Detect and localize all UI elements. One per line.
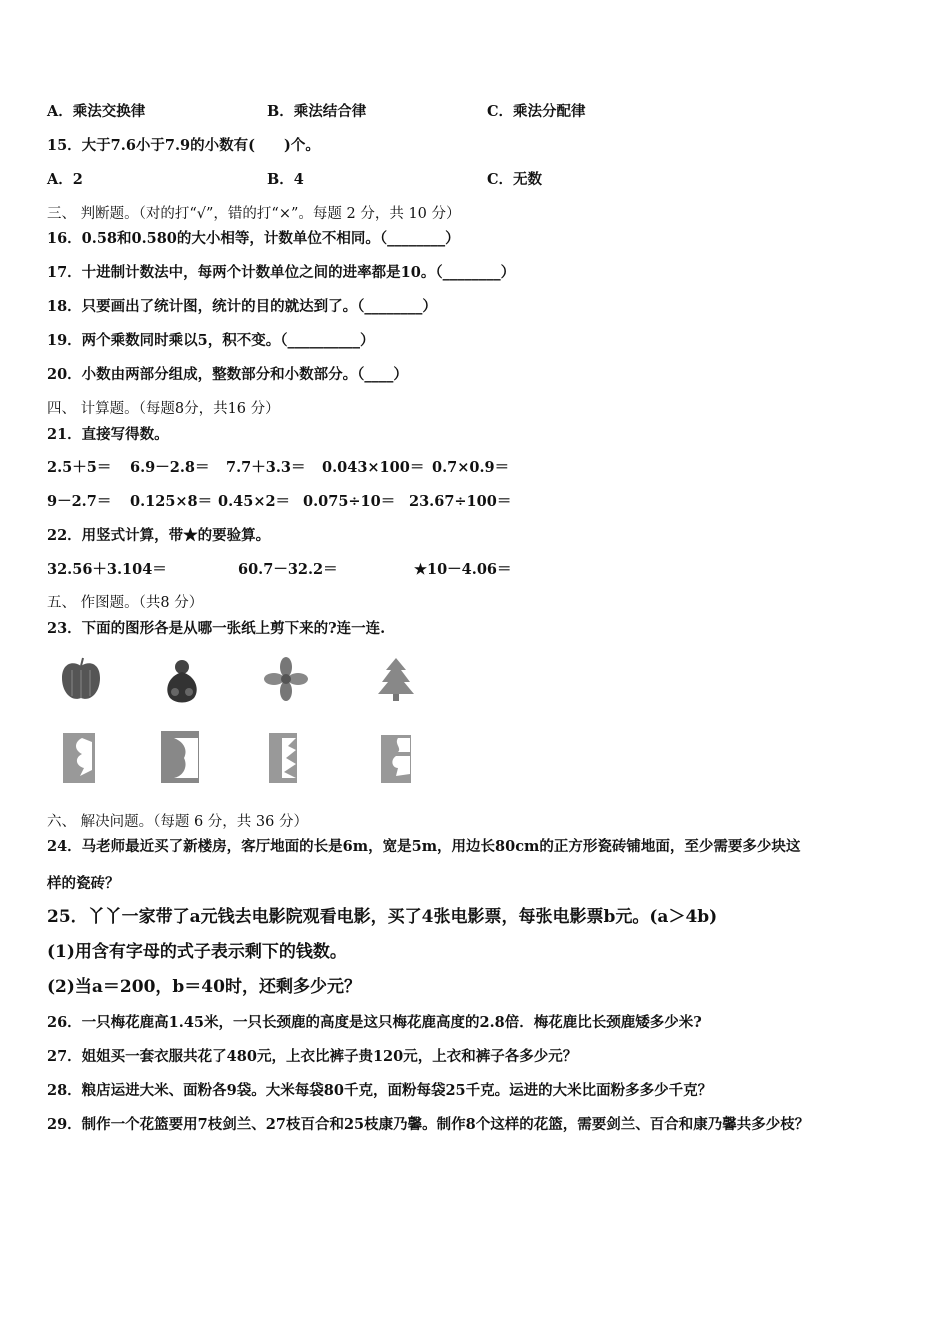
paper-piece-3-icon <box>268 732 298 784</box>
calc-r1-c1: 2.5＋5＝ <box>47 459 112 476</box>
q15-option-c: C．无数 <box>487 171 543 188</box>
section3-heading: 三、 判断题。（对的打“√”，错的打“×”。每题 2 分，共 10 分） <box>47 206 461 222</box>
q15-text: 15．大于7.6小于7.9的小数有( )个。 <box>47 137 320 154</box>
paper-piece-1-icon <box>62 732 96 784</box>
q15-option-a: A．2 <box>47 171 83 188</box>
q24-line2: 样的瓷砖？ <box>47 875 120 892</box>
calc-r2-c1: 9－2.7＝ <box>47 493 112 510</box>
vertical-calc-1: 32.56＋3.104＝ <box>47 561 167 578</box>
q28: 28．粮店运进大米、面粉各9袋。大米每袋80千克，面粉每袋25千克。运进的大米比面粉多多少千克？ <box>47 1082 713 1099</box>
calc-r2-c5: 23.67÷100＝ <box>409 493 512 510</box>
calc-r2-c2: 0.125×8＝ <box>130 493 213 510</box>
paper-piece-2-icon <box>160 730 200 784</box>
q14-option-a: A．乘法交换律 <box>47 103 146 120</box>
calc-r2-c3: 0.45×2＝ <box>218 493 291 510</box>
calc-r1-c4: 0.043×100＝ <box>322 459 425 476</box>
q17: 17．十进制计数法中，每两个计数单位之间的进率都是10。（________） <box>47 264 516 281</box>
section4-heading: 四、 计算题。（每题8分，共16 分） <box>47 401 280 417</box>
q22: 22．用竖式计算，带★的要验算。 <box>47 527 271 544</box>
vertical-calc-3: ★10－4.06＝ <box>414 561 512 578</box>
calc-r1-c3: 7.7＋3.3＝ <box>226 459 306 476</box>
calc-r2-c4: 0.075÷10＝ <box>303 493 396 510</box>
section5-heading: 五、 作图题。（共8 分） <box>47 595 204 611</box>
apple-shape-icon <box>58 656 104 704</box>
q27: 27．姐姐买一套衣服共花了480元，上衣比裤子贵120元，上衣和裤子各多少元？ <box>47 1048 578 1065</box>
q25-line2: (1)用含有字母的式子表示剩下的钱数。 <box>47 942 347 962</box>
calc-r1-c5: 0.7×0.9＝ <box>432 459 510 476</box>
gourd-shape-icon <box>162 654 202 704</box>
q14-option-b: B．乘法结合律 <box>267 103 367 120</box>
flower-shape-icon <box>264 656 308 702</box>
q18: 18．只要画出了统计图，统计的目的就达到了。（________） <box>47 298 437 315</box>
q14-option-c: C．乘法分配律 <box>487 103 586 120</box>
vertical-calc-2: 60.7－32.2＝ <box>238 561 338 578</box>
q29: 29．制作一个花篮要用7枝剑兰、27枝百合和25枝康乃馨。制作8个这样的花篮，需要剑兰、百合和康乃馨共多少枝？ <box>47 1116 810 1133</box>
q24-line1: 24．马老师最近买了新楼房，客厅地面的长是6m，宽是5m，用边长80cm的正方形瓷砖铺地面，至少需要多少块这 <box>47 838 801 855</box>
section6-heading: 六、 解决问题。（每题 6 分，共 36 分） <box>47 814 308 830</box>
q25-line3: (2)当a＝200，b＝40时，还剩多少元？ <box>47 977 361 997</box>
q15-option-b: B．4 <box>267 171 304 188</box>
q20: 20．小数由两部分组成，整数部分和小数部分。（____） <box>47 366 408 383</box>
q19: 19．两个乘数同时乘以5，积不变。（__________） <box>47 332 375 349</box>
q16: 16．0.58和0.580的大小相等，计数单位不相同。（________） <box>47 230 460 247</box>
q26: 26．一只梅花鹿高1.45米，一只长颈鹿的高度是这只梅花鹿高度的2.8倍．梅花鹿比长颈鹿矮多少米? <box>47 1014 702 1031</box>
q21: 21．直接写得数。 <box>47 426 169 443</box>
q23: 23．下面的图形各是从哪一张纸上剪下来的?连一连. <box>47 620 386 637</box>
paper-piece-4-icon <box>380 734 412 784</box>
q25-line1: 25．丫丫一家带了a元钱去电影院观看电影，买了4张电影票，每张电影票b元。(a＞4b) <box>47 907 718 927</box>
tree-shape-icon <box>376 656 416 702</box>
calc-r1-c2: 6.9－2.8＝ <box>130 459 210 476</box>
